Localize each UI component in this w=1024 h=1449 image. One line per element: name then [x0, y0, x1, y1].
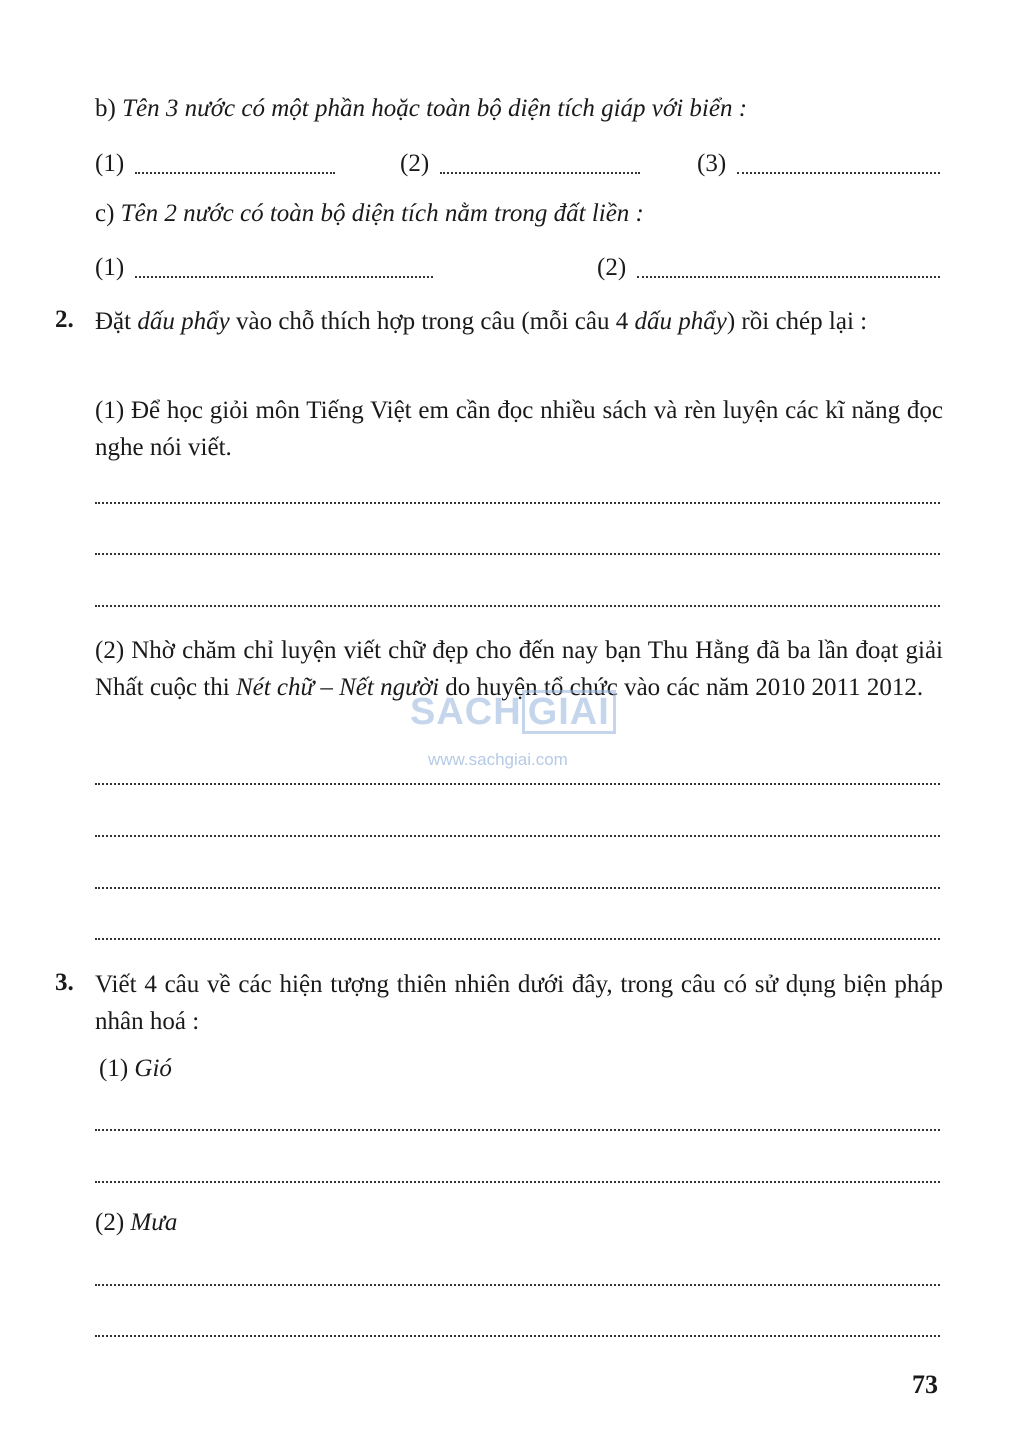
question-2-sentence-2: (2) Nhờ chăm chỉ luyện viết chữ đẹp cho đến nay bạn Thu Hằng đã ba lần đoạt giải Nhất cuộc thi Nét chữ – Nết người do huyện tổ chức vào các năm 2010 2011 2012.: [95, 637, 943, 701]
item-2-number: (2): [95, 1209, 125, 1236]
part-b-blank-3-label: (3): [697, 150, 727, 177]
question-3-number: 3.: [55, 969, 74, 996]
watermark-logo-box: GIAI: [522, 690, 616, 734]
question-2-prompt: Đặt dấu phẩy vào chỗ thích hợp trong câu (mỗi câu 4 dấu phẩy) rồi chép lại :: [95, 308, 868, 335]
question-2-number: 2.: [55, 306, 74, 333]
answer-line[interactable]: [95, 938, 940, 940]
watermark-url: www.sachgiai.com: [428, 750, 568, 769]
answer-line[interactable]: [95, 1129, 940, 1131]
answer-line[interactable]: [95, 1284, 940, 1286]
item-2-word: Mưa: [130, 1209, 178, 1236]
watermark-logo: SACH GIAI: [410, 690, 616, 734]
answer-line[interactable]: [95, 887, 940, 889]
question-3-item-1: [99, 1055, 172, 1083]
answer-line[interactable]: [95, 835, 940, 837]
part-b-text: Tên 3 nước có một phần hoặc toàn bộ diện tích giáp với biển :: [122, 95, 748, 122]
emphasis-dau-phay-1: dấu phẩy: [137, 308, 230, 335]
part-b-blank-2[interactable]: [440, 172, 640, 174]
question-2-sentence-1: (1) Để học giỏi môn Tiếng Việt em cần đọc nhiều sách và rèn luyện các kĩ năng đọc nghe nói viết.: [95, 397, 943, 461]
part-b-prompt: [95, 95, 747, 123]
page-number: 73: [912, 1370, 938, 1399]
answer-line[interactable]: [95, 1181, 940, 1183]
question-3-item-2: [95, 1209, 177, 1237]
part-b-blank-2-label: (2): [400, 150, 430, 177]
item-1-word: Gió: [134, 1055, 172, 1082]
answer-line[interactable]: [95, 1335, 940, 1337]
contest-name: Nét chữ – Nết người: [235, 674, 440, 701]
part-c-blank-1-label: (1): [95, 254, 125, 281]
part-c-blank-1[interactable]: [135, 276, 433, 278]
part-b-label: b): [95, 95, 116, 122]
answer-line[interactable]: [95, 605, 940, 607]
part-c-prompt: [95, 200, 644, 228]
answer-line[interactable]: [95, 783, 940, 785]
answer-line[interactable]: [95, 502, 940, 504]
part-c-text: Tên 2 nước có toàn bộ diện tích nằm trong đất liền :: [120, 200, 644, 227]
part-b-blank-3[interactable]: [737, 172, 940, 174]
question-3-prompt: Viết 4 câu về các hiện tượng thiên nhiên dưới đây, trong câu có sử dụng biện pháp nhân hoá :: [95, 971, 943, 1035]
part-c-blank-2[interactable]: [637, 276, 940, 278]
answer-line[interactable]: [95, 553, 940, 555]
part-c-blank-2-label: (2): [597, 254, 627, 281]
emphasis-dau-phay-2: dấu phẩy: [634, 308, 727, 335]
part-b-blank-1[interactable]: [135, 172, 335, 174]
item-1-number: (1): [99, 1055, 129, 1082]
part-b-blank-1-label: (1): [95, 150, 125, 177]
part-c-label: c): [95, 200, 115, 227]
